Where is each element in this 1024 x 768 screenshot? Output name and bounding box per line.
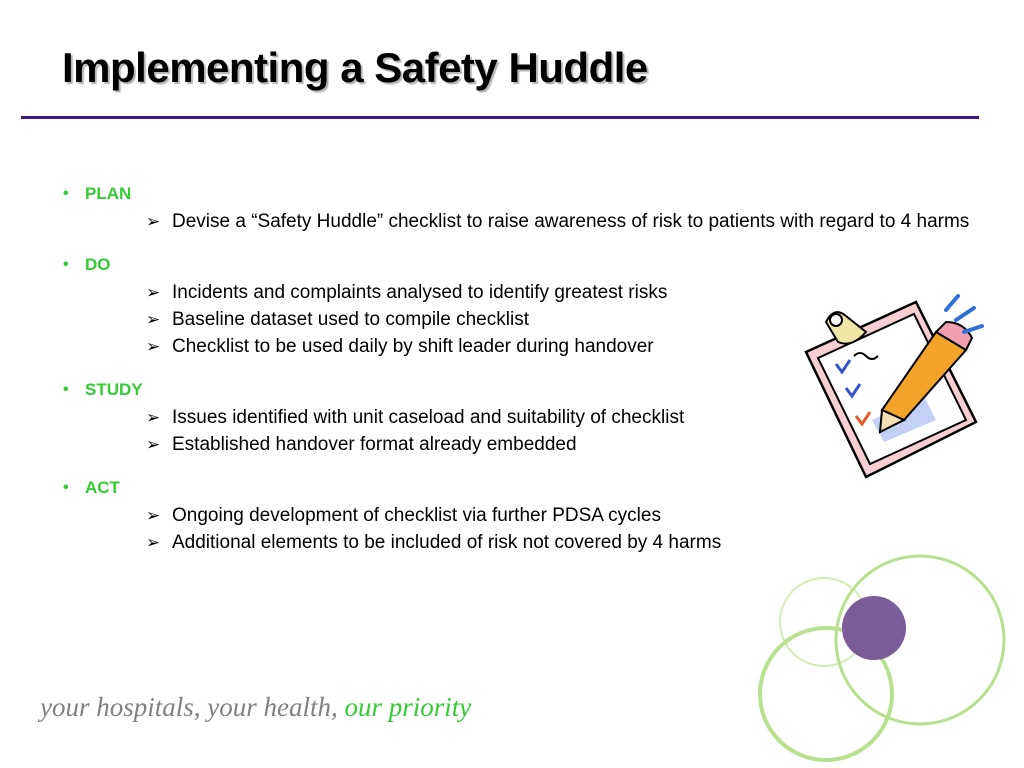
phase-label-text: STUDY [85, 380, 143, 399]
list-item-text: Devise a “Safety Huddle” checklist to raise awareness of risk to patients with regard to 4 harms [172, 211, 970, 232]
phase-label-text: ACT [85, 478, 120, 497]
phase-plan [60, 182, 970, 233]
arrow-bullet-icon: ➢ [146, 337, 161, 356]
list-item-text: Baseline dataset used to compile checklist [172, 309, 529, 330]
title-divider [21, 116, 979, 119]
decorative-circles [740, 540, 1024, 768]
arrow-bullet-icon: ➢ [146, 506, 161, 525]
bullet-dot-icon: • [63, 256, 69, 273]
list-item [146, 211, 972, 233]
phase-label [60, 182, 960, 206]
arrow-bullet-icon: ➢ [146, 408, 161, 427]
phase-label-text: PLAN [85, 184, 132, 203]
slide-title: Implementing a Safety Huddle [62, 44, 648, 91]
list-item-text: Incidents and complaints analysed to identify greatest risks [172, 282, 668, 303]
arrow-bullet-icon: ➢ [146, 310, 161, 329]
list-item-text: Checklist to be used daily by shift leader during handover [172, 336, 654, 357]
footer-tagline [40, 692, 471, 723]
list-item-text: Issues identified with unit caseload and suitability of checklist [172, 407, 685, 428]
arrow-bullet-icon: ➢ [146, 435, 161, 454]
bullet-dot-icon: • [63, 185, 69, 202]
arrow-bullet-icon: ➢ [146, 212, 161, 231]
phase-label-text: DO [85, 255, 111, 274]
checklist-clipboard-pencil-icon [796, 292, 992, 488]
bullet-dot-icon: • [63, 381, 69, 398]
tagline-part1: your hospitals, your health, [40, 692, 338, 722]
tagline-accent: our priority [344, 692, 472, 722]
arrow-bullet-icon: ➢ [146, 533, 161, 552]
list-item-text: Additional elements to be included of risk not covered by 4 harms [172, 532, 722, 553]
circle-filled [842, 596, 906, 660]
list-item-text: Ongoing development of checklist via further PDSA cycles [172, 505, 661, 526]
bullet-dot-icon: • [63, 479, 69, 496]
arrow-bullet-icon: ➢ [146, 283, 161, 302]
list-item-text: Established handover format already embedded [172, 434, 577, 455]
phase-items [60, 211, 970, 233]
list-item [146, 505, 972, 527]
phase-label [60, 253, 960, 277]
